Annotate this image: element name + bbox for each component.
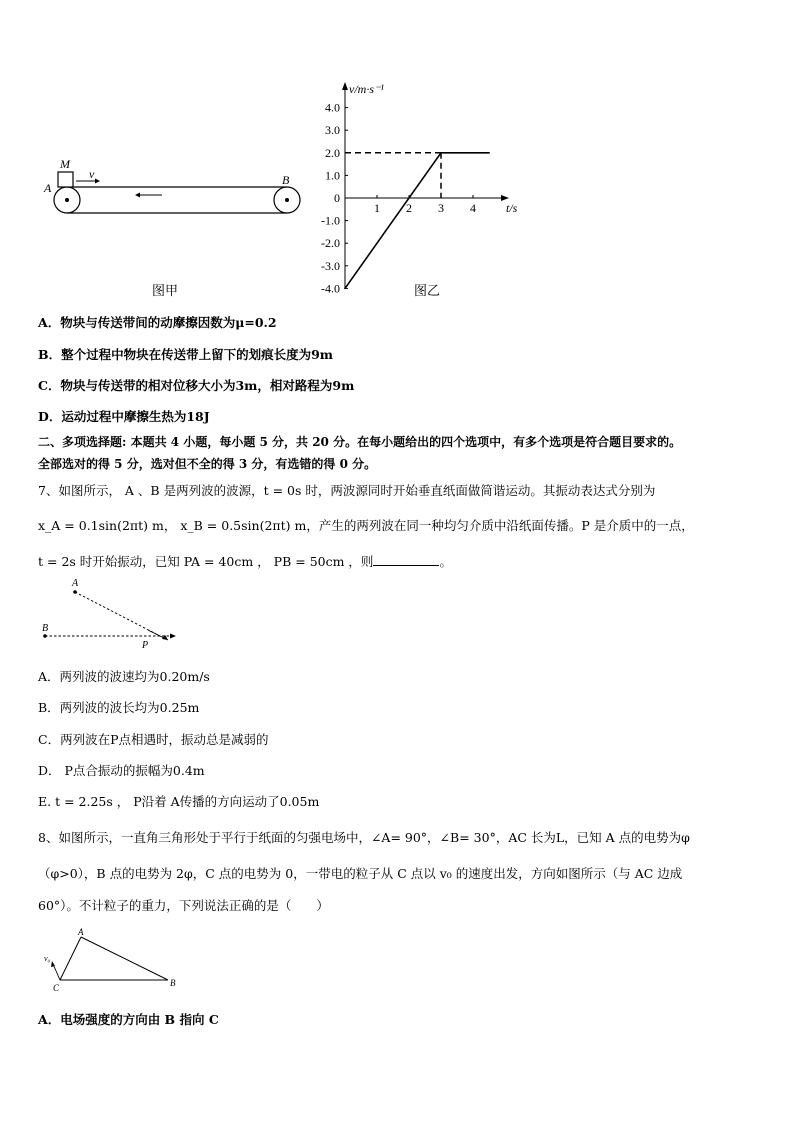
q8-option-a: A．电场强度的方向由 B 指向 C (38, 1012, 219, 1027)
q6-option-c: C．物块与传送带的相对位移大小为3m，相对路程为9m (38, 378, 355, 393)
x-tick-label: 2 (406, 201, 412, 215)
q7-line3-end: 。 (439, 554, 452, 569)
belt-direction-arrowhead (135, 193, 140, 198)
y-tick-label: 4.0 (325, 100, 340, 115)
pulley-right-hub (285, 198, 289, 202)
q7-line2: x_A = 0.1sin(2πt) m， x_B = 0.5sin(2πt) m，产生的两列波在同一种均匀介质中沿纸面传播。P 是介质中的一点， (38, 518, 694, 533)
pulley-left-hub (65, 198, 69, 202)
q8-figure (40, 928, 190, 998)
label-a: A (44, 181, 52, 195)
q7-line3 (38, 552, 452, 570)
section2-line2: 全部选对的得 5 分，选对但不全的得 3 分，有选错的得 0 分。 (38, 457, 377, 471)
y-tick-label: 2.0 (325, 145, 340, 160)
q8-line2: （φ>0），B 点的电势为 2φ，C 点的电势为 0，一带电的粒子从 C 点以 v₀ 的速度出发，方向如图所示（与 AC 边成 (38, 866, 683, 881)
figure-jia-caption: 图甲 (152, 284, 179, 299)
y-tick-label: 0 (334, 191, 340, 205)
q6-option-d: D．运动过程中摩擦生热为18J (38, 409, 210, 424)
velocity-arrowhead (95, 179, 100, 184)
q7-ray-a (75, 592, 160, 636)
label-b: B (282, 173, 290, 187)
q8-line3: 60°）。不计粒子的重力，下列说法正确的是（ ） (38, 898, 329, 913)
figure-yi-caption: 图乙 (414, 284, 441, 299)
q8-velocity-line (53, 964, 60, 980)
q7-option-a: A．两列波的波速均为0.20m/s (38, 669, 210, 684)
y-tick-label: 1.0 (325, 168, 340, 183)
q7-option-d: D． P点合振动的振幅为0.4m (38, 763, 205, 778)
q8-side-ca (60, 937, 81, 980)
vt-data-point (344, 288, 346, 290)
q6-option-a: A．物块与传送带间的动摩擦因数为μ=0.2 (38, 315, 277, 330)
figure-jia (40, 150, 310, 220)
x-axis-label: t/s (506, 201, 518, 215)
q7-label-p: P (142, 640, 149, 650)
q7-option-b: B．两列波的波长均为0.25m (38, 700, 200, 715)
x-tick-label: 4 (470, 201, 476, 215)
x-tick-label: 3 (438, 201, 444, 215)
q6-option-b: B．整个过程中物块在传送带上留下的划痕长度为9m (38, 347, 333, 362)
q7-line1: 7、如图所示， A 、B 是两列波的波源，t = 0s 时，两波源同时开始垂直纸面做简谐运动。其振动表达式分别为 (38, 483, 656, 498)
x-tick-label: 1 (374, 201, 380, 215)
q8-label-a: A (78, 928, 84, 937)
vt-data-point (440, 152, 442, 154)
q8-side-ab (81, 937, 168, 980)
q7-answer-blank[interactable] (373, 553, 439, 566)
q7-option-c: C．两列波在P点相遇时，振动总是减弱的 (38, 732, 269, 747)
q8-velocity-arrowhead (51, 961, 55, 967)
vt-series-line (345, 153, 489, 289)
y-tick-label: -4.0 (321, 281, 340, 296)
q8-label-b: B (170, 978, 176, 988)
q8-label-v0: v₀ (44, 954, 51, 963)
q8-label-c: C (53, 983, 60, 993)
y-tick-label: 3.0 (325, 123, 340, 138)
section2-line1: 二、多项选择题: 本题共 4 小题，每小题 5 分，共 20 分。在每小题给出的四个选项中，有多个选项是符合题目要求的。 (38, 435, 682, 449)
y-tick-label: -2.0 (321, 236, 340, 251)
q7-label-b: B (42, 623, 49, 634)
y-axis-label: v/m·s⁻¹ (349, 82, 384, 96)
q7-line3-text: t = 2s 时开始振动，已知 PA = 40cm ， PB = 50cm ，则 (38, 554, 374, 569)
y-axis-arrowhead (342, 82, 348, 90)
y-tick-label: -3.0 (321, 258, 340, 273)
figure-yi-vt-chart (300, 80, 520, 300)
q8-line1: 8、如图所示，一直角三角形处于平行于纸面的匀强电场中，∠A= 90°，∠B= 30°，AC 长为L，已知 A 点的电势为φ (38, 830, 690, 845)
q7-option-e: E. t = 2.25s ， P沿着 A传播的方向运动了0.05m (38, 794, 320, 809)
y-tick-label: -1.0 (321, 213, 340, 228)
label-v: v (89, 167, 95, 181)
label-m: M (60, 157, 70, 171)
q7-ray-b-arrowhead (170, 634, 176, 639)
q7-label-a: A (72, 578, 79, 589)
block-m (58, 172, 73, 187)
vt-data-point (488, 152, 490, 154)
q7-figure (38, 578, 188, 650)
